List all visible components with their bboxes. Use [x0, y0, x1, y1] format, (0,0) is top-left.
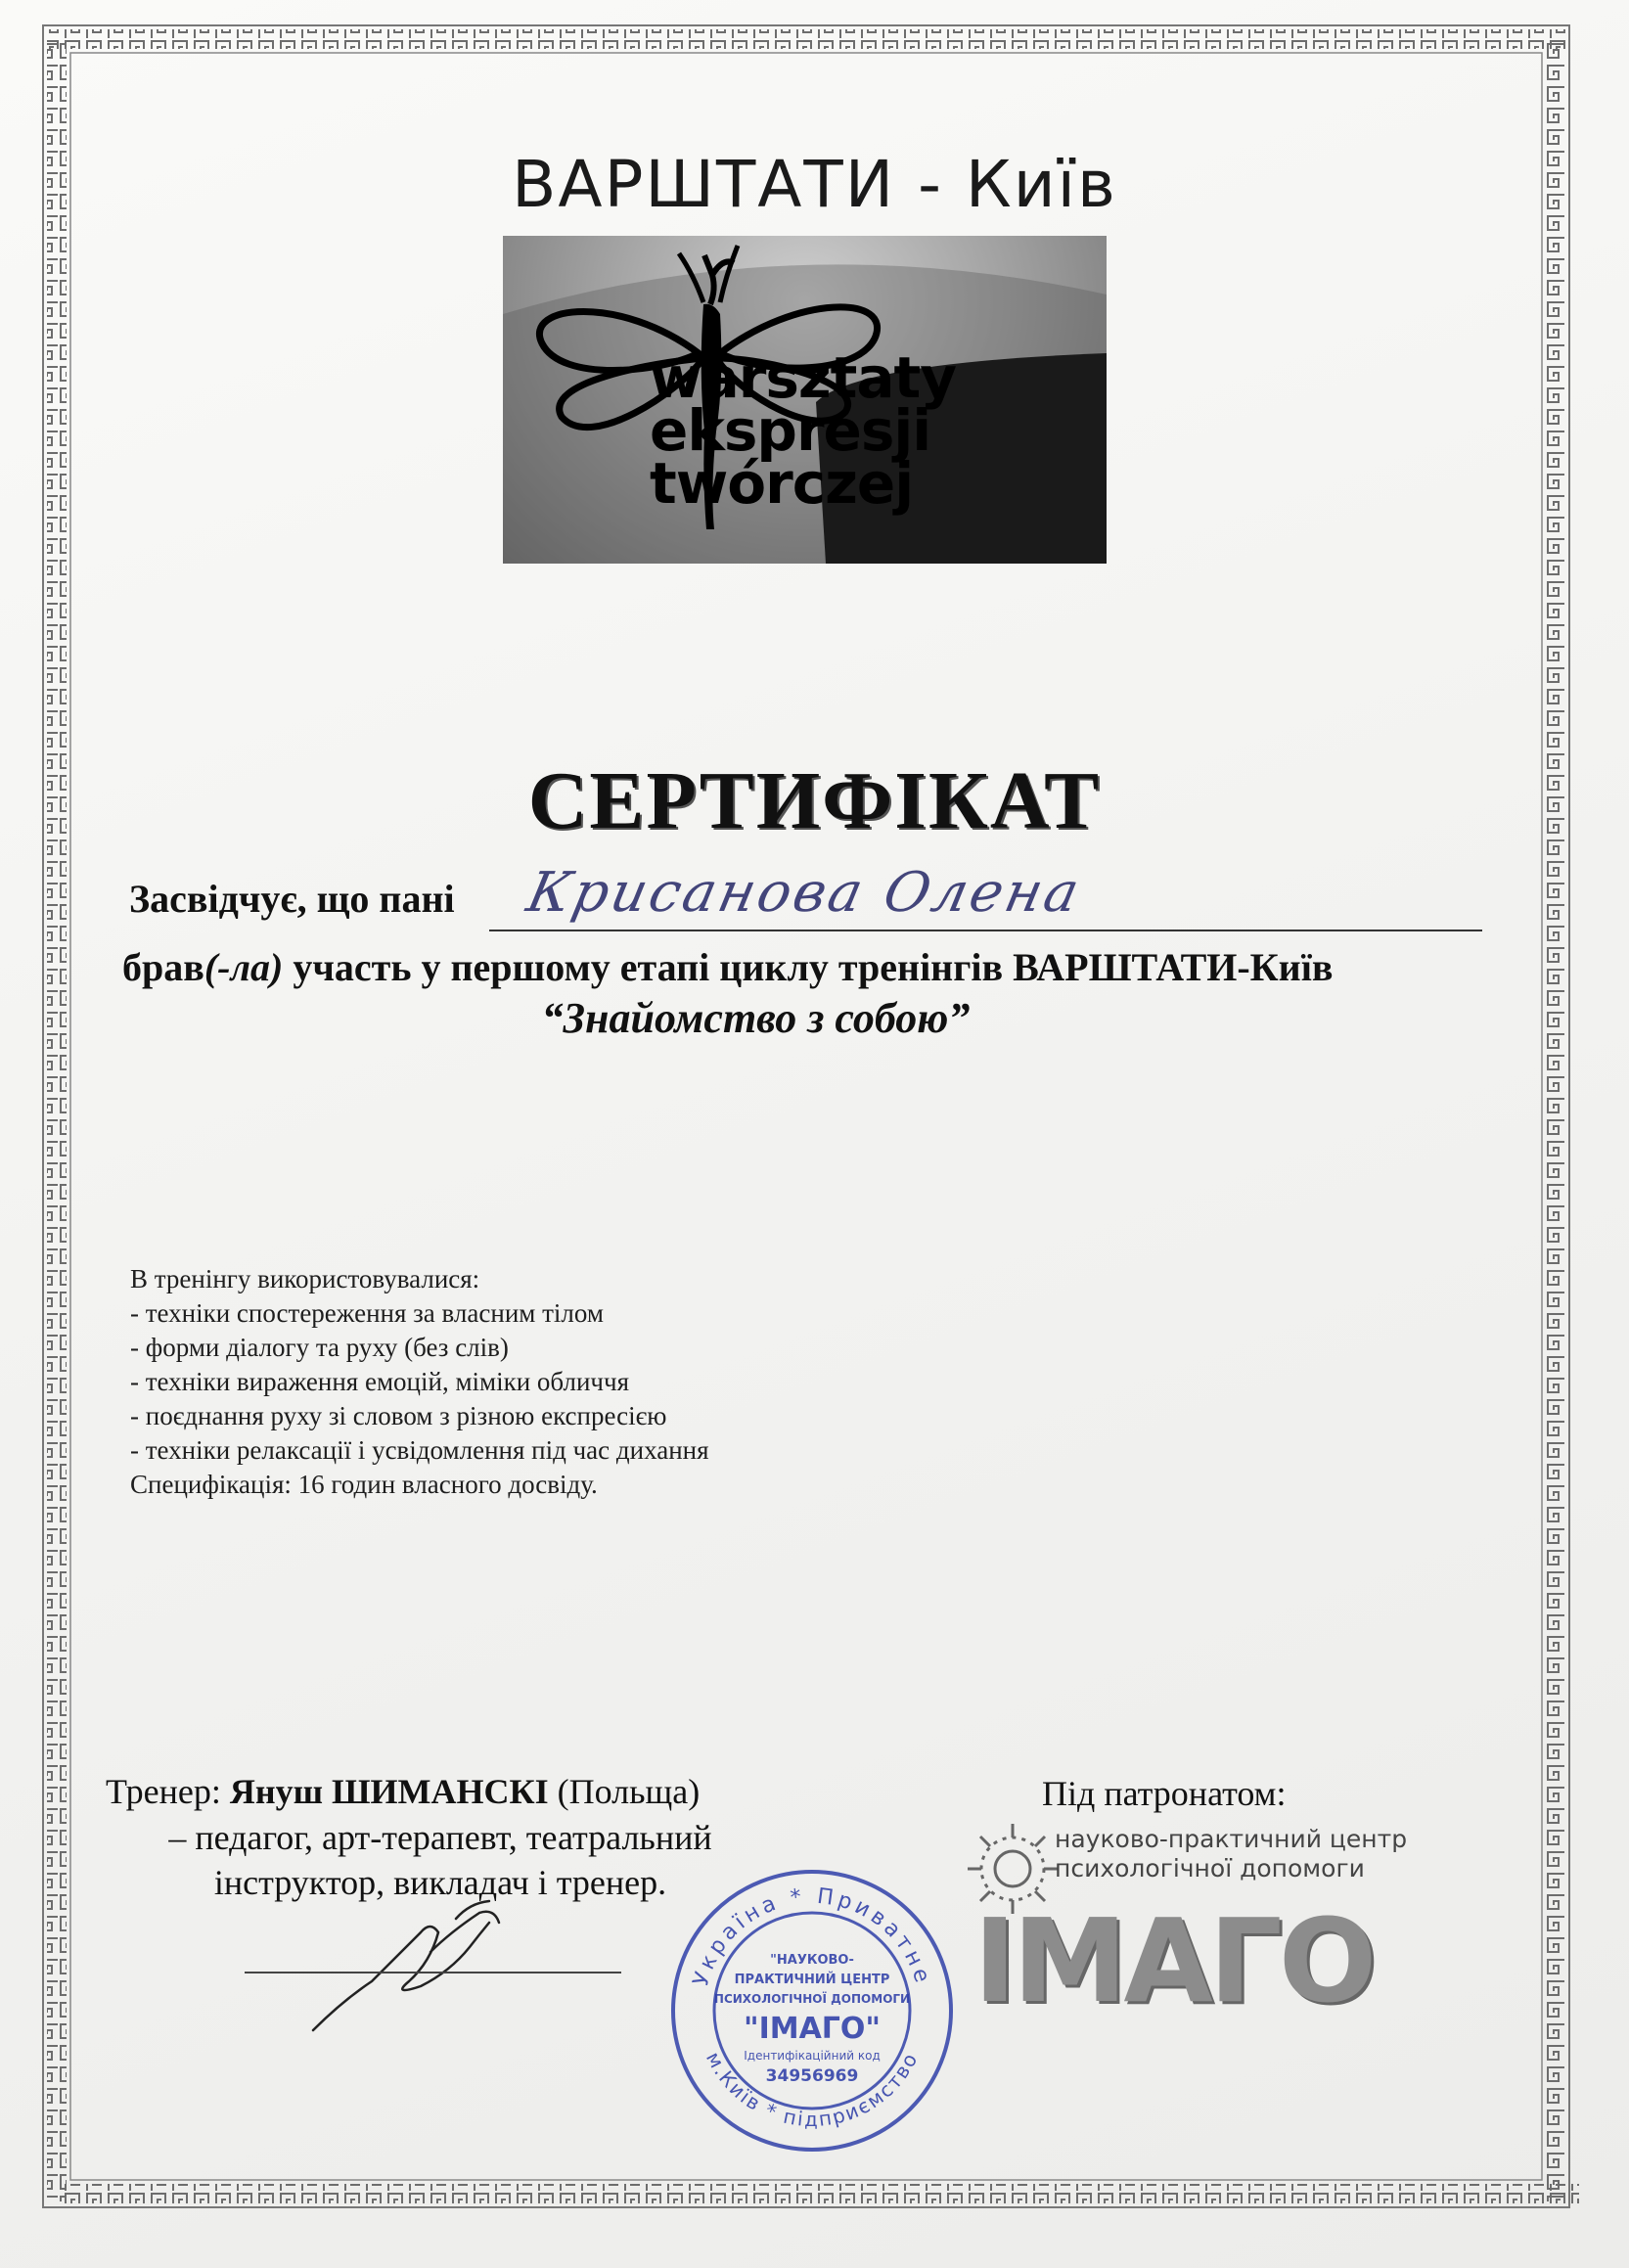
training-details	[130, 1262, 709, 1502]
participation-prefix: брав	[122, 945, 204, 989]
trainer-name: Януш ШИМАНСКІ	[229, 1772, 549, 1811]
patronage-label: Під патронатом:	[1042, 1774, 1287, 1813]
header-title: ВАРШТАТИ - Київ	[512, 147, 1117, 222]
details-item: - техніки релаксації і усвідомлення під час дихання	[130, 1435, 709, 1465]
participation-line	[122, 944, 1333, 990]
certificate-title: СЕРТИФІКАТ	[527, 755, 1102, 846]
trainer-description	[127, 1815, 753, 1905]
logo-line-1: warsztaty	[650, 344, 957, 411]
participant-name: Крисанова Олена	[521, 861, 1088, 925]
imago-subtitle	[1055, 1825, 1407, 1883]
training-name: “Знайомство з собою”	[541, 994, 971, 1042]
trainer-desc-line-2: інструктор, викладач і тренер.	[213, 1863, 667, 1902]
signature-line	[245, 1972, 621, 1973]
details-item: - техніки спостереження за власним тілом	[130, 1298, 604, 1328]
imago-subtitle-line-1: науково-практичний центр	[1055, 1825, 1408, 1853]
svg-text:Ідентифікаційний код: Ідентифікаційний код	[744, 2049, 881, 2063]
trainer-desc-line-1: – педагог, арт-терапевт, театральний	[168, 1818, 712, 1857]
svg-text:м.Київ * підприємство: м.Київ * підприємство	[701, 2047, 924, 2131]
participation-gender-suffix: (-ла)	[204, 945, 284, 989]
svg-text:ПРАКТИЧНИЙ ЦЕНТР: ПРАКТИЧНИЙ ЦЕНТР	[734, 1973, 890, 1987]
imago-logo-wordmark: ІМАГО	[973, 1893, 1374, 2028]
details-item: - форми діалогу та руху (без слів)	[130, 1333, 509, 1362]
logo-line-3: twórczej	[650, 450, 914, 517]
details-specification: Специфікація: 16 годин власного досвіду.	[130, 1470, 598, 1499]
official-stamp	[665, 1864, 959, 2157]
participation-text: участь у першому етапі циклу тренінгів ВАРШТАТИ-Київ	[283, 945, 1334, 989]
svg-text:Україна * Приватне: Україна * Приватне	[689, 1883, 935, 1989]
trainer-line	[106, 1769, 700, 1814]
svg-text:"ІМАГО": "ІМАГО"	[743, 2012, 882, 2046]
details-item: - техніки вираження емоцій, міміки обличчя	[130, 1367, 629, 1396]
svg-text:ПСИХОЛОГІЧНОЇ ДОПОМОГИ: ПСИХОЛОГІЧНОЇ ДОПОМОГИ	[713, 1992, 911, 2006]
certifies-line-label: Засвідчує, що пані	[129, 877, 455, 921]
trainer-label: Тренер:	[106, 1772, 230, 1811]
imago-subtitle-line-2: психологічної допомоги	[1055, 1854, 1365, 1882]
logo-line-2: ekspresji	[650, 397, 931, 464]
workshop-logo	[503, 236, 1107, 564]
trainer-country: (Польща)	[548, 1772, 701, 1811]
svg-text:"НАУКОВО-: "НАУКОВО-	[770, 1953, 854, 1968]
svg-text:34956969: 34956969	[765, 2066, 859, 2086]
name-underline	[489, 930, 1482, 931]
training-name-row	[0, 993, 1629, 1043]
trainer-signature	[284, 1893, 538, 2040]
details-item: - поєднання руху зі словом з різною експресією	[130, 1401, 667, 1430]
details-intro: В тренінгу використовувалися:	[130, 1264, 480, 1293]
